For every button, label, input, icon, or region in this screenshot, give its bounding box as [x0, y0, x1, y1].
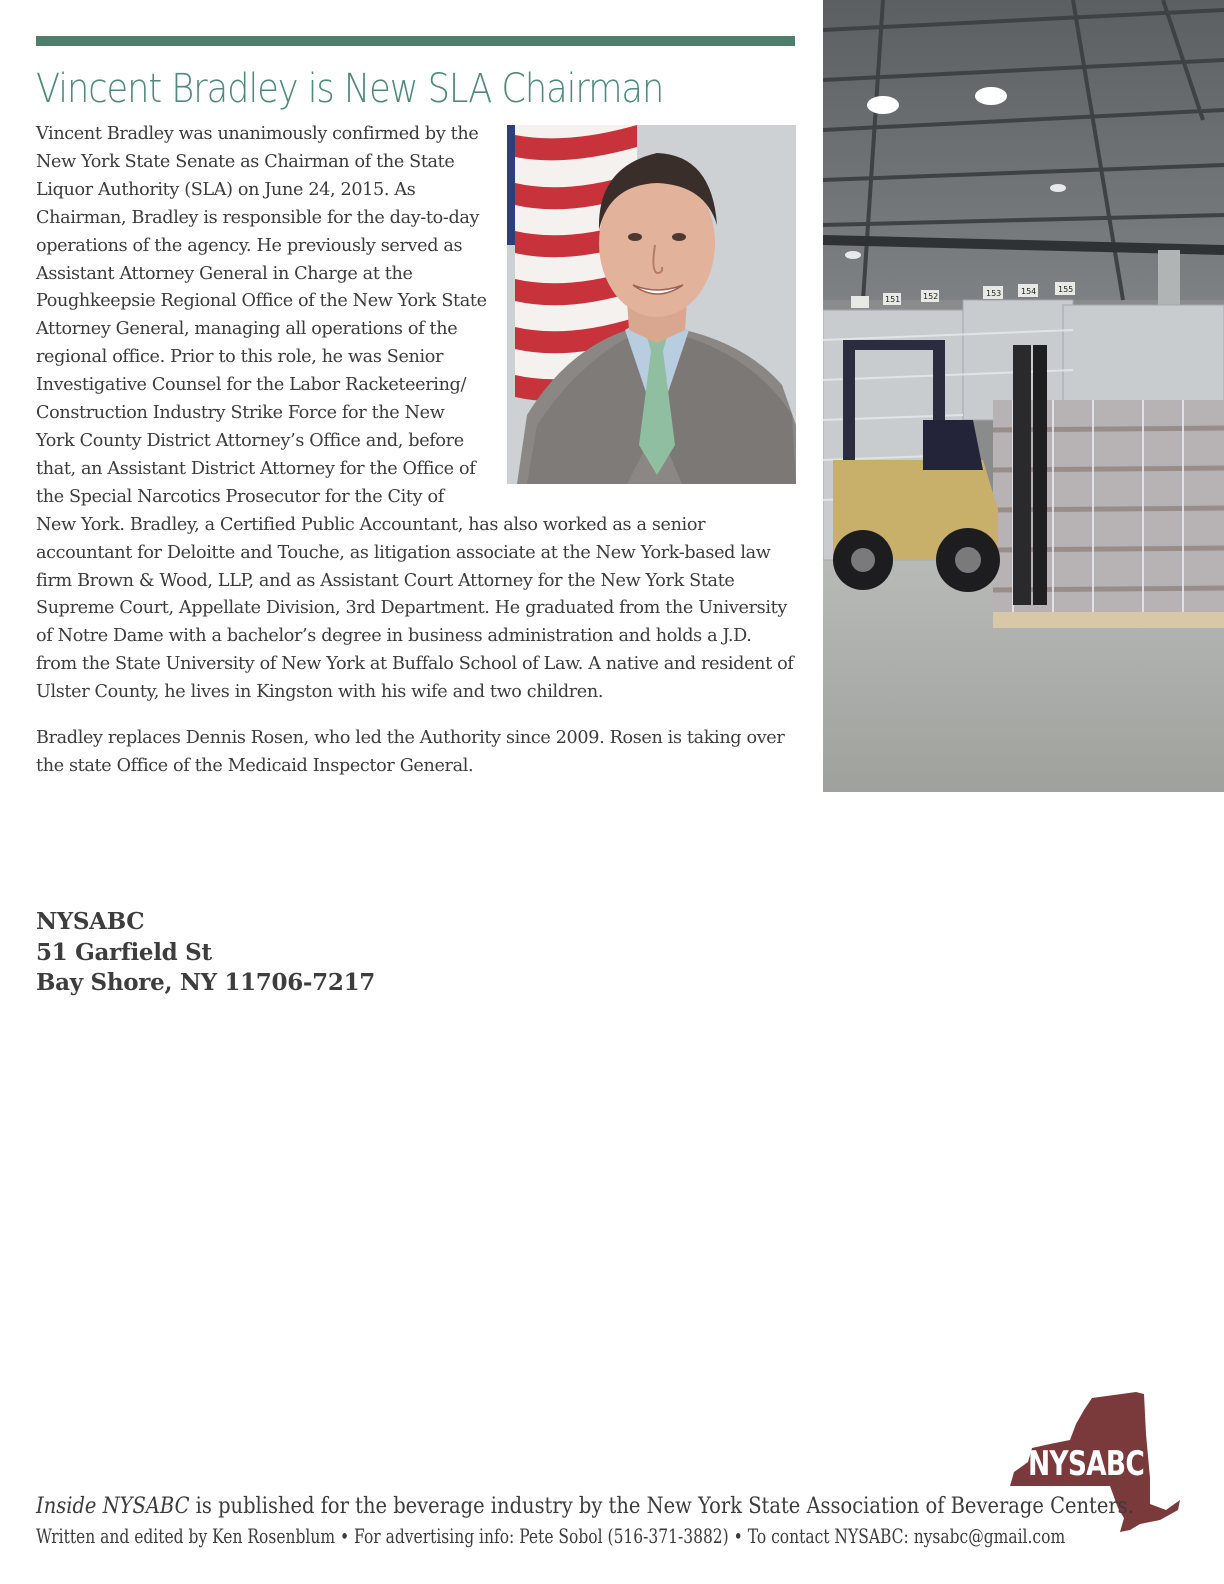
logo-text: NYSABC [1028, 1444, 1145, 1484]
article-headline: Vincent Bradley is New SLA Chairman [36, 66, 664, 112]
bay-label-154: 154 [1021, 287, 1037, 296]
bay-label-152: 152 [923, 292, 939, 301]
portrait-illustration [507, 125, 796, 484]
bay-label-153: 153 [986, 289, 1002, 298]
chairman-portrait-photo [507, 125, 796, 484]
address-org-name: NYSABC [36, 908, 145, 935]
footer-publication-note [36, 1494, 1134, 1519]
bay-label-151: 151 [885, 295, 901, 304]
bay-label-155: 155 [1058, 285, 1074, 294]
header-rule [36, 36, 795, 46]
article-paragraph-1: Vincent Bradley was unanimously confirmed by the New York State Senate as Chairman of the State Liquor Authority (SLA) on June 24, 2015. As Chairman, Bradley is responsible for the day-to-day operations of the agency. He previously served as Assistant Attorney General in Charge at the Poughkeepsie Regional Office of the New York State Attorney General, managing all operations of the regional office. Prior to this role, he was Senior Investigative Counsel for the Labor Racketeering/ Construction Industry Strike Force for the New York County District Attorney’s Office and, before that, an Assistant District Attorney for the Office of the Special Narcotics Prosecutor for the City of New York. Bradley, a Certified Public Accountant, has also worked as a senior accountant for Deloitte and Touche, as litigation associate at the New York-based law firm Brown & Wood, LLP, and as Assistant Court Attorney for the New York State Supreme Court, Appellate Division, 3rd Department. He graduated from the University of Notre Dame with a bachelor’s degree in business administration and holds a J.D. from the State University of New York at Buffalo School of Law. A native and resident of Ulster County, he lives in Kingston with his wife and two children. [36, 124, 794, 703]
article-body [36, 121, 796, 799]
warehouse-illustration [823, 0, 1224, 792]
publication-description: is published for the beverage industry by the New York State Association of Beverage Centers. [189, 1494, 1134, 1519]
publication-name: Inside NYSABC [36, 1494, 190, 1519]
footer-credits: Written and edited by Ken Rosenblum • For advertising info: Pete Sobol (516-371-3882) • To contact NYSABC: nysabc@gmail.com [36, 1524, 1066, 1548]
warehouse-forklift-photo [823, 0, 1224, 792]
address-street: 51 Garfield St [36, 938, 212, 966]
mailing-address [36, 907, 375, 999]
article-paragraph-2: Bradley replaces Dennis Rosen, who led the Authority since 2009. Rosen is taking over the state Office of the Medicaid Inspector General. [36, 728, 785, 776]
address-city-line: Bay Shore, NY 11706-7217 [36, 969, 375, 996]
